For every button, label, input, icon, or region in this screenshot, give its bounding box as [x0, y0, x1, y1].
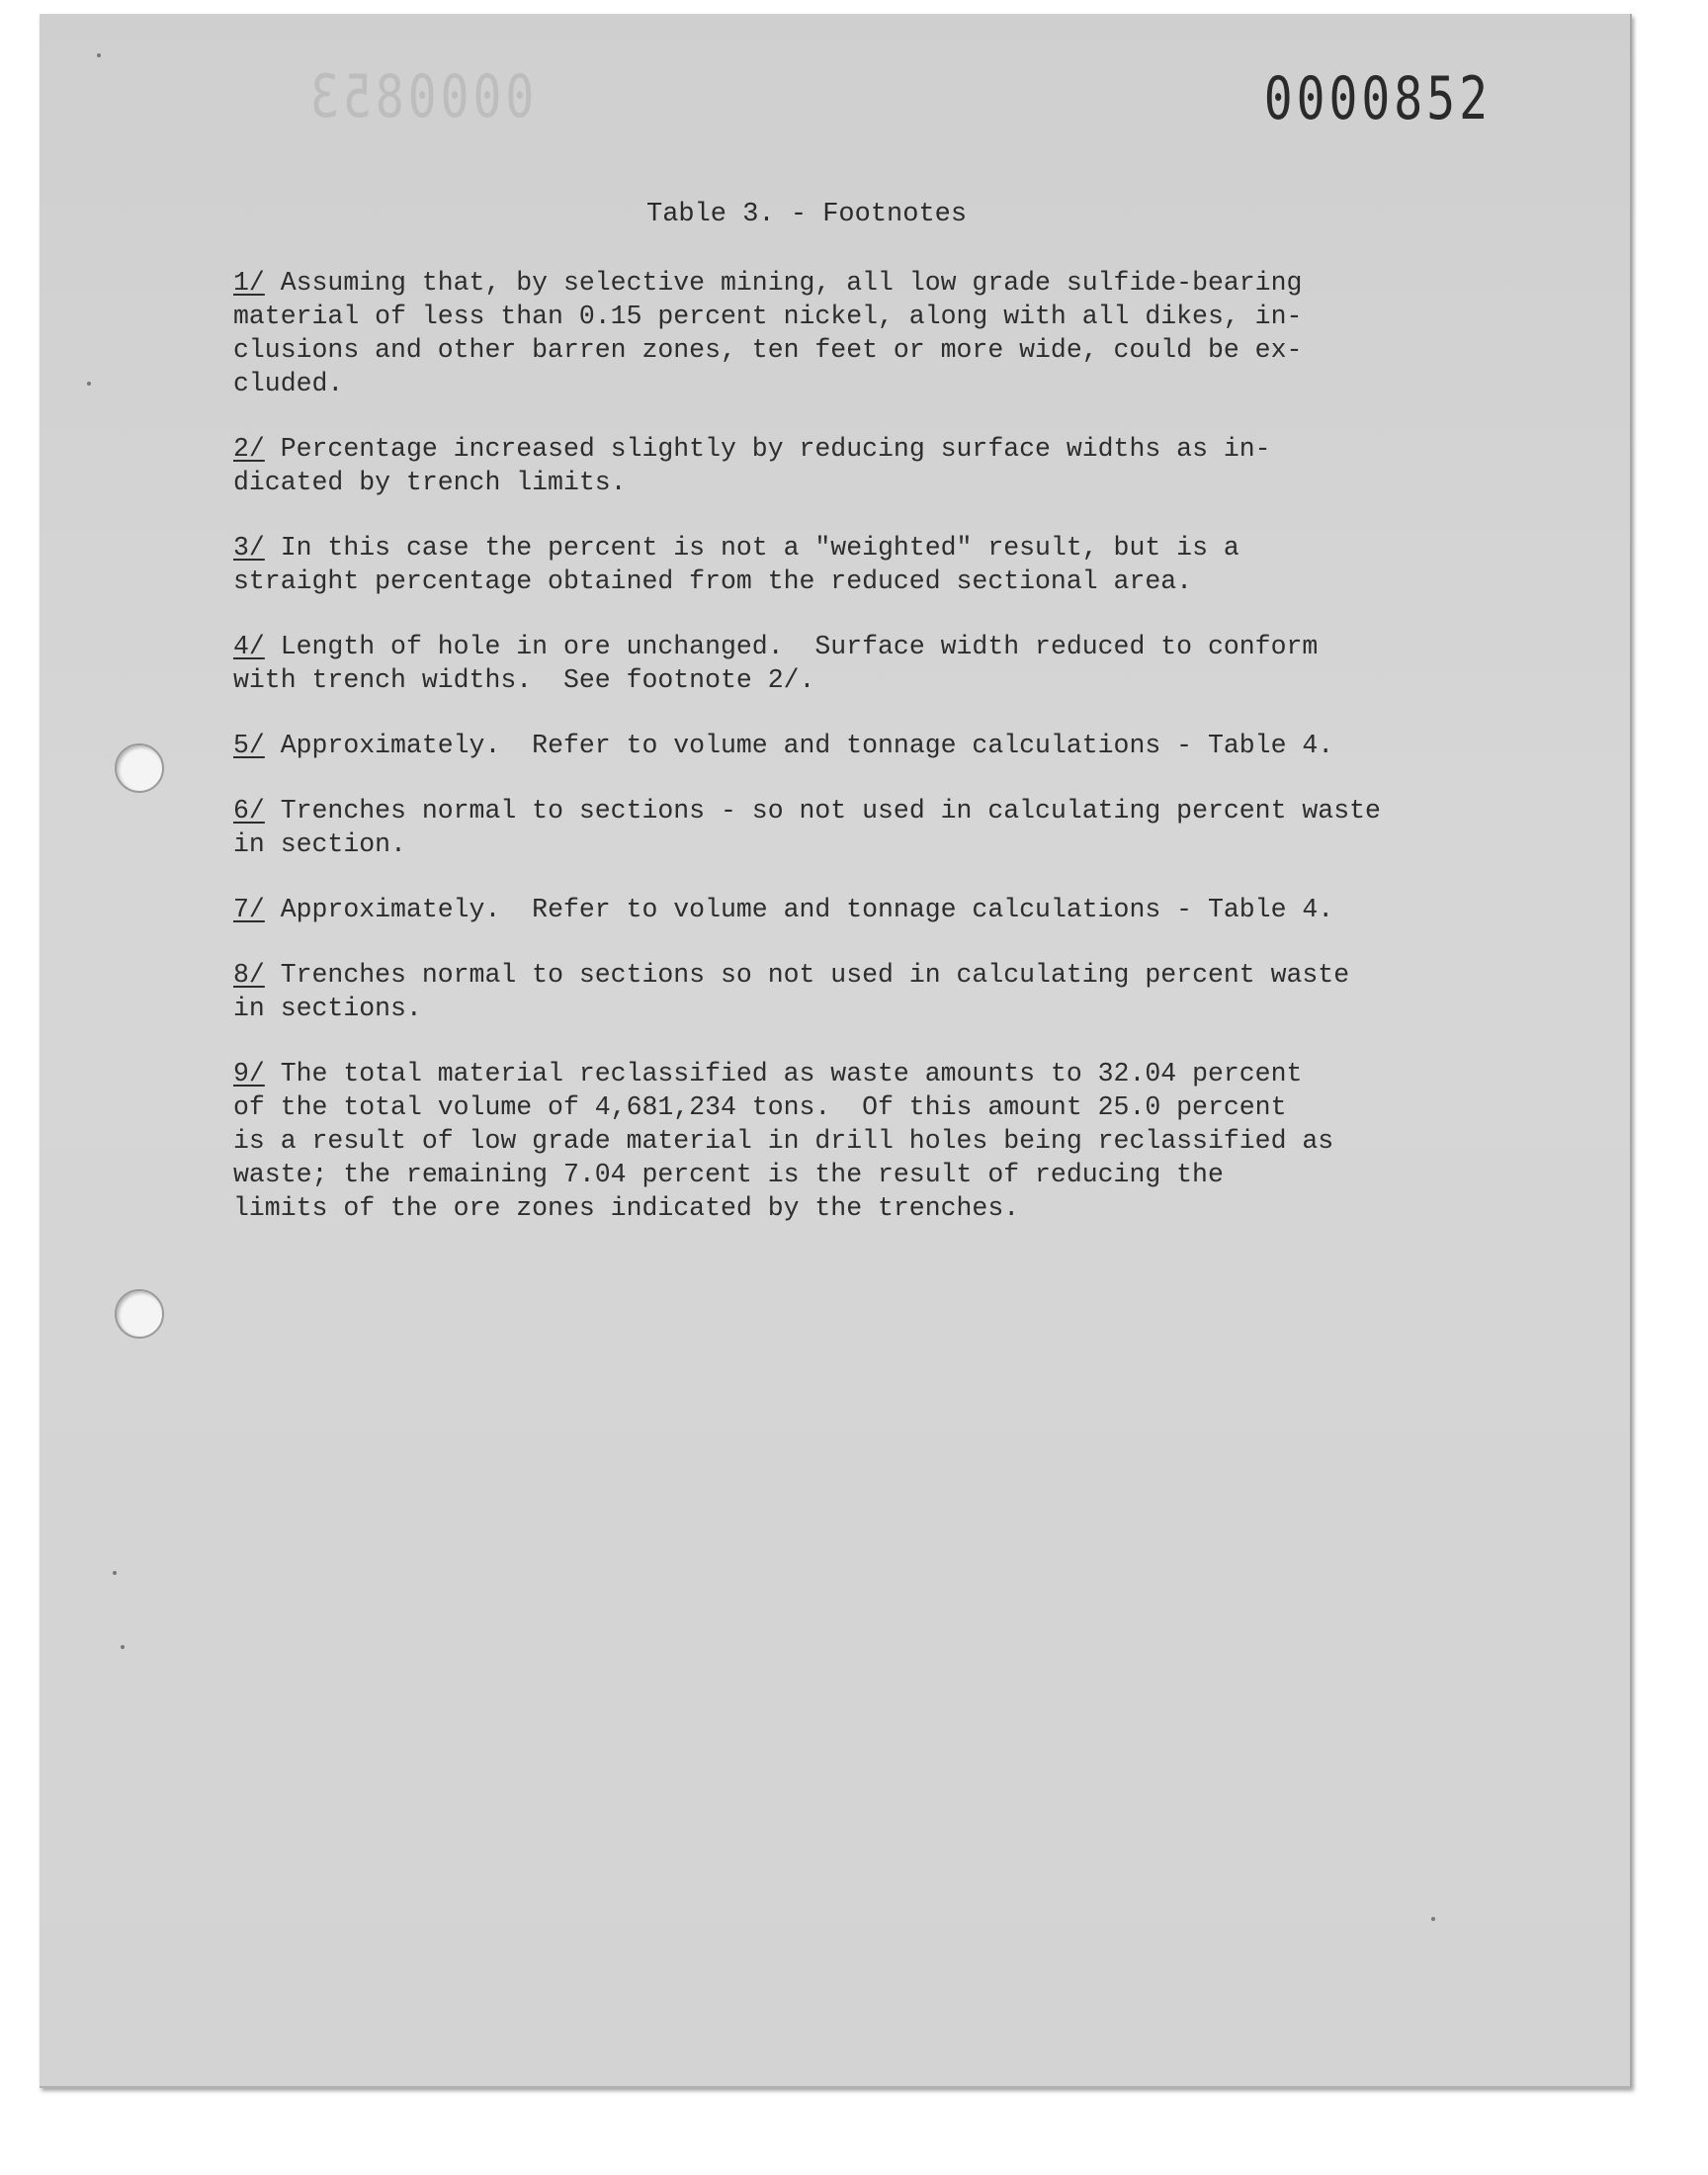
- footnote-line: [233, 333, 1518, 367]
- footnote-text: in section.: [233, 829, 406, 859]
- footnote-list: [233, 266, 1518, 1257]
- footnote-line: [233, 663, 1518, 697]
- footnote-text: clusions and other barren zones, ten feet or more wide, could be ex-: [233, 335, 1303, 365]
- speck: [113, 1571, 117, 1575]
- footnote-number: 4/: [233, 632, 265, 661]
- footnote-number: 6/: [233, 796, 265, 826]
- footnote-number: 1/: [233, 268, 265, 298]
- footnote-line: [233, 630, 1518, 663]
- document-page: [40, 14, 1632, 2088]
- footnote-line: [233, 827, 1518, 861]
- footnote-text: In this case the percent is not a "weighted" result, but is a: [280, 533, 1239, 563]
- footnote-line: [233, 729, 1518, 762]
- footnote-text: Percentage increased slightly by reducing surface widths as in-: [280, 434, 1271, 464]
- footnote-number: 3/: [233, 533, 265, 563]
- footnote-text: with trench widths. See footnote 2/.: [233, 665, 815, 695]
- ghost-page-number: 0000853: [306, 62, 535, 131]
- footnote-text: Trenches normal to sections - so not used in calculating percent waste: [280, 796, 1381, 826]
- footnote-3: [233, 531, 1518, 598]
- footnote-line: [233, 266, 1518, 300]
- footnote-line: [233, 1191, 1518, 1225]
- footnote-text: cluded.: [233, 369, 344, 398]
- footnote-number: 9/: [233, 1059, 265, 1088]
- footnote-9: [233, 1057, 1518, 1225]
- table-title: Table 3. - Footnotes: [646, 200, 968, 229]
- footnote-line: [233, 1124, 1518, 1158]
- footnote-text: straight percentage obtained from the reduced sectional area.: [233, 566, 1193, 596]
- footnote-number: 5/: [233, 731, 265, 760]
- punch-hole-top: [115, 743, 164, 793]
- footnote-line: [233, 794, 1518, 827]
- footnote-line: [233, 367, 1518, 400]
- footnote-text: Assuming that, by selective mining, all low grade sulfide-bearing: [280, 268, 1303, 298]
- footnote-5: [233, 729, 1518, 762]
- speck: [97, 53, 101, 57]
- footnote-line: [233, 1158, 1518, 1191]
- footnote-line: [233, 300, 1518, 333]
- footnote-7: [233, 893, 1518, 926]
- footnote-text: dicated by trench limits.: [233, 468, 627, 497]
- speck: [1431, 1917, 1435, 1921]
- footnote-line: [233, 1057, 1518, 1090]
- footnote-number: 2/: [233, 434, 265, 464]
- footnote-line: [233, 958, 1518, 992]
- footnote-4: [233, 630, 1518, 697]
- footnote-8: [233, 958, 1518, 1025]
- footnote-number: 7/: [233, 895, 265, 924]
- footnote-6: [233, 794, 1518, 861]
- footnote-text: waste; the remaining 7.04 percent is the result of reducing the: [233, 1160, 1224, 1189]
- footnote-text: Length of hole in ore unchanged. Surface width reduced to conform: [280, 632, 1319, 661]
- footnote-line: [233, 992, 1518, 1025]
- footnote-line: [233, 432, 1518, 466]
- footnote-line: [233, 531, 1518, 565]
- footnote-text: limits of the ore zones indicated by the trenches.: [233, 1193, 1020, 1223]
- footnote-line: [233, 1090, 1518, 1124]
- footnote-text: is a result of low grade material in drill holes being reclassified as: [233, 1126, 1334, 1156]
- footnote-line: [233, 893, 1518, 926]
- footnote-line: [233, 466, 1518, 499]
- page-number: 0000852: [1263, 64, 1492, 133]
- footnote-text: The total material reclassified as waste amounts to 32.04 percent: [280, 1059, 1303, 1088]
- footnote-number: 8/: [233, 960, 265, 990]
- footnote-2: [233, 432, 1518, 499]
- footnote-text: Approximately. Refer to volume and tonnage calculations - Table 4.: [280, 895, 1334, 924]
- speck: [87, 382, 91, 386]
- footnote-text: Trenches normal to sections so not used in calculating percent waste: [280, 960, 1350, 990]
- footnote-line: [233, 565, 1518, 598]
- footnote-text: in sections.: [233, 994, 422, 1023]
- footnote-text: of the total volume of 4,681,234 tons. Of this amount 25.0 percent: [233, 1092, 1287, 1122]
- footnote-text: Approximately. Refer to volume and tonnage calculations - Table 4.: [280, 731, 1334, 760]
- speck: [121, 1645, 125, 1649]
- footnote-1: [233, 266, 1518, 400]
- footnote-text: material of less than 0.15 percent nickel, along with all dikes, in-: [233, 302, 1303, 331]
- punch-hole-bottom: [115, 1289, 164, 1339]
